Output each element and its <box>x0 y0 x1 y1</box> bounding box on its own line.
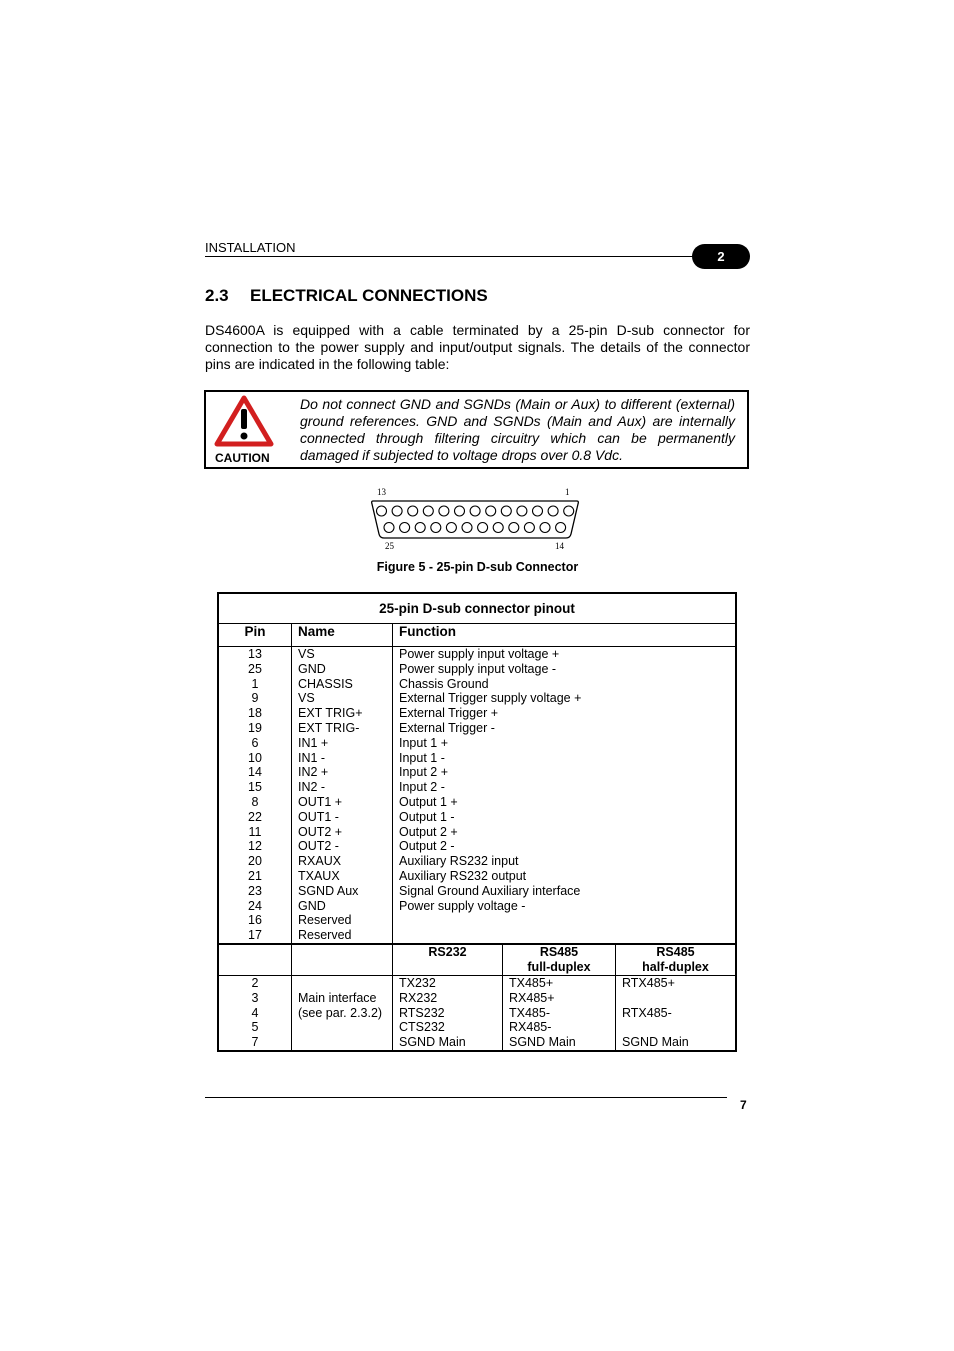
function-cell: Input 2 - <box>399 780 445 795</box>
col-header-pin: Pin <box>218 624 292 647</box>
function-cell: External Trigger supply voltage + <box>399 691 582 706</box>
name-cell: RXAUX <box>298 854 342 869</box>
pin-cell: 2 <box>251 975 259 990</box>
name-cell: Main interface <box>298 990 377 1005</box>
pin-cell: 21 <box>248 868 262 883</box>
connector-pin <box>384 523 394 533</box>
function-cell: Power supply input voltage + <box>399 647 560 661</box>
pin-cell: 1 <box>251 676 259 691</box>
rs232-cell: RX232 <box>399 990 438 1005</box>
name-cell: TXAUX <box>298 868 340 883</box>
rs232-cell: TX232 <box>399 975 436 990</box>
caution-box <box>204 390 749 469</box>
function-cell: Input 1 + <box>399 735 448 750</box>
pin-cell: 18 <box>248 706 262 721</box>
name-cell: IN2 - <box>298 780 326 795</box>
function-cell: Input 1 - <box>399 750 445 765</box>
connector-pin <box>423 506 433 516</box>
section-title: ELECTRICAL CONNECTIONS <box>250 286 488 305</box>
function-cell: Output 2 + <box>399 824 458 839</box>
connector-pin <box>455 506 465 516</box>
connector-pin <box>548 506 558 516</box>
function-cell: Output 2 - <box>399 839 455 854</box>
rs485-half-cell: RTX485+ <box>622 975 675 990</box>
function-cell: Output 1 + <box>399 794 458 809</box>
running-header: INSTALLATION <box>205 240 296 255</box>
pin-cell: 24 <box>248 898 262 913</box>
chapter-badge: 2 <box>692 244 750 269</box>
main-interface-row <box>218 975 736 1050</box>
name-cell: (see par. 2.3.2) <box>298 1005 383 1020</box>
caution-label: CAUTION <box>215 451 270 465</box>
pin-cell: 9 <box>251 691 259 706</box>
footer-rule <box>205 1097 727 1098</box>
rs485-half-cell <box>622 991 729 1006</box>
connector-pin <box>392 506 402 516</box>
name-cell: IN2 + <box>298 765 329 780</box>
function-cell: Output 1 - <box>399 809 455 824</box>
connector-pin <box>486 506 496 516</box>
name-cell: CHASSIS <box>298 676 353 691</box>
name-cell: OUT2 - <box>298 839 339 854</box>
function-cell: Power supply voltage - <box>399 898 526 913</box>
table-title: 25-pin D-sub connector pinout <box>218 593 736 624</box>
name-cell: OUT1 - <box>298 809 339 824</box>
function-cell: Signal Ground Auxiliary interface <box>399 883 581 898</box>
header-rule <box>205 256 695 257</box>
pin-row-bottom <box>384 523 566 533</box>
connector-pin <box>501 506 511 516</box>
pin-cell: 17 <box>248 928 262 943</box>
function-cell: Auxiliary RS232 output <box>399 868 527 883</box>
rs485-half-header: RS485 half-duplex <box>616 944 737 976</box>
pin-cell: 19 <box>248 720 262 735</box>
name-cell: EXT TRIG+ <box>298 706 363 721</box>
pin-cell: 12 <box>248 839 262 854</box>
name-cell: EXT TRIG- <box>298 720 360 735</box>
connector-pin <box>564 506 574 516</box>
pin-cell: 4 <box>251 1005 259 1020</box>
pin-label-top-left: 13 <box>377 487 386 497</box>
rs232-header: RS232 <box>393 944 503 976</box>
connector-pin <box>408 506 418 516</box>
name-cell <box>298 1020 386 1035</box>
main-name-column <box>292 975 393 1050</box>
rs485-full-cell: TX485- <box>509 1005 550 1020</box>
rs485-full-cell: TX485+ <box>509 975 554 990</box>
name-column <box>292 647 393 944</box>
connector-pin <box>415 523 425 533</box>
rs485-full-cell: SGND Main <box>509 1035 576 1050</box>
function-cell: Power supply input voltage - <box>399 661 557 676</box>
function-column <box>393 647 737 944</box>
caution-text: Do not connect GND and SGNDs (Main or Aux) to different (external) ground references. GND and SGNDs (Main and Aux) are internally connected through filtering circuitry which can be permanently damaged if subjected to voltage drops over 0.8 Vdc. <box>300 396 735 463</box>
name-cell <box>298 976 386 991</box>
intro-paragraph: DS4600A is equipped with a cable terminated by a 25-pin D-sub connector for connection to the power supply and input/output signals. The details of the connector pins are indicated in the following table: <box>205 322 750 372</box>
name-cell: GND <box>298 898 326 913</box>
pin-cell: 5 <box>251 1020 259 1035</box>
pin-cell: 10 <box>248 750 262 765</box>
rs485-half-cell: SGND Main <box>622 1035 689 1050</box>
rs485-full-cell: RX485- <box>509 1020 552 1035</box>
function-cell: External Trigger - <box>399 720 495 735</box>
interface-header-row <box>218 944 736 976</box>
name-cell: VS <box>298 691 315 706</box>
function-cell: Chassis Ground <box>399 676 489 691</box>
connector-pin <box>431 523 441 533</box>
pin-cell: 7 <box>251 1035 259 1050</box>
col-header-function: Function <box>393 624 737 647</box>
rs485-half-cell <box>622 1020 729 1035</box>
pin-cell: 25 <box>248 661 262 676</box>
pin-column <box>218 647 292 944</box>
rs232-cell: SGND Main <box>399 1035 466 1050</box>
rs232-cell: RTS232 <box>399 1005 445 1020</box>
connector-pin <box>439 506 449 516</box>
pin-cell: 23 <box>248 883 262 898</box>
connector-pin <box>517 506 527 516</box>
connector-pin <box>524 523 534 533</box>
pin-cell: 8 <box>251 794 259 809</box>
name-cell: Reserved <box>298 928 352 943</box>
connector-pin <box>462 523 472 533</box>
warning-triangle-icon <box>214 395 274 447</box>
pinout-table <box>217 592 737 1052</box>
pin-cell: 3 <box>251 990 259 1005</box>
figure-caption: Figure 5 - 25-pin D-sub Connector <box>376 560 579 574</box>
function-cell: Input 2 + <box>399 765 448 780</box>
name-cell <box>298 1035 386 1050</box>
rs485-full-header: RS485 full-duplex <box>503 944 616 976</box>
connector-pin <box>493 523 503 533</box>
pin-label-top-right: 1 <box>565 487 570 497</box>
main-rs232-column <box>393 975 503 1050</box>
pin-cell: 22 <box>248 809 262 824</box>
table-header-row <box>218 624 736 647</box>
name-cell: OUT1 + <box>298 794 343 809</box>
name-cell: SGND Aux <box>298 883 359 898</box>
rs485-half-cell: RTX485- <box>622 1005 672 1020</box>
table-row <box>218 647 736 944</box>
connector-pin <box>478 523 488 533</box>
connector-pin <box>377 506 387 516</box>
pin-cell: 14 <box>248 765 262 780</box>
name-cell: IN1 - <box>298 750 326 765</box>
section-heading <box>205 286 488 306</box>
function-cell: External Trigger + <box>399 706 499 721</box>
name-cell: OUT2 + <box>298 824 343 839</box>
name-cell: GND <box>298 661 326 676</box>
section-number: 2.3 <box>205 286 229 305</box>
page-number: 7 <box>740 1098 747 1112</box>
connector-pin <box>509 523 519 533</box>
pin-label-bottom-left: 25 <box>385 541 394 551</box>
rs485-full-cell: RX485+ <box>509 990 555 1005</box>
function-cell <box>399 928 729 943</box>
main-rs485-full-column <box>503 975 616 1050</box>
pin-cell: 16 <box>248 913 262 928</box>
function-cell: Auxiliary RS232 input <box>399 854 519 869</box>
connector-pin <box>540 523 550 533</box>
name-cell: IN1 + <box>298 735 329 750</box>
connector-pin <box>533 506 543 516</box>
connector-pin <box>400 523 410 533</box>
main-rs485-half-column <box>616 975 737 1050</box>
connector-pin <box>470 506 480 516</box>
pin-label-bottom-right: 14 <box>555 541 564 551</box>
main-pin-column <box>218 975 292 1050</box>
pin-cell: 6 <box>251 735 259 750</box>
function-cell <box>399 913 729 928</box>
col-header-name: Name <box>292 624 393 647</box>
connector-pin <box>556 523 566 533</box>
name-cell: VS <box>298 647 315 661</box>
connector-pin <box>446 523 456 533</box>
pin-row-top <box>377 506 574 516</box>
pin-cell: 11 <box>248 824 262 839</box>
dsub-connector-diagram <box>365 484 585 554</box>
pin-cell: 15 <box>248 780 262 795</box>
pin-cell: 13 <box>248 647 262 661</box>
pin-cell: 20 <box>248 854 262 869</box>
name-cell: Reserved <box>298 913 352 928</box>
rs232-cell: CTS232 <box>399 1020 445 1035</box>
